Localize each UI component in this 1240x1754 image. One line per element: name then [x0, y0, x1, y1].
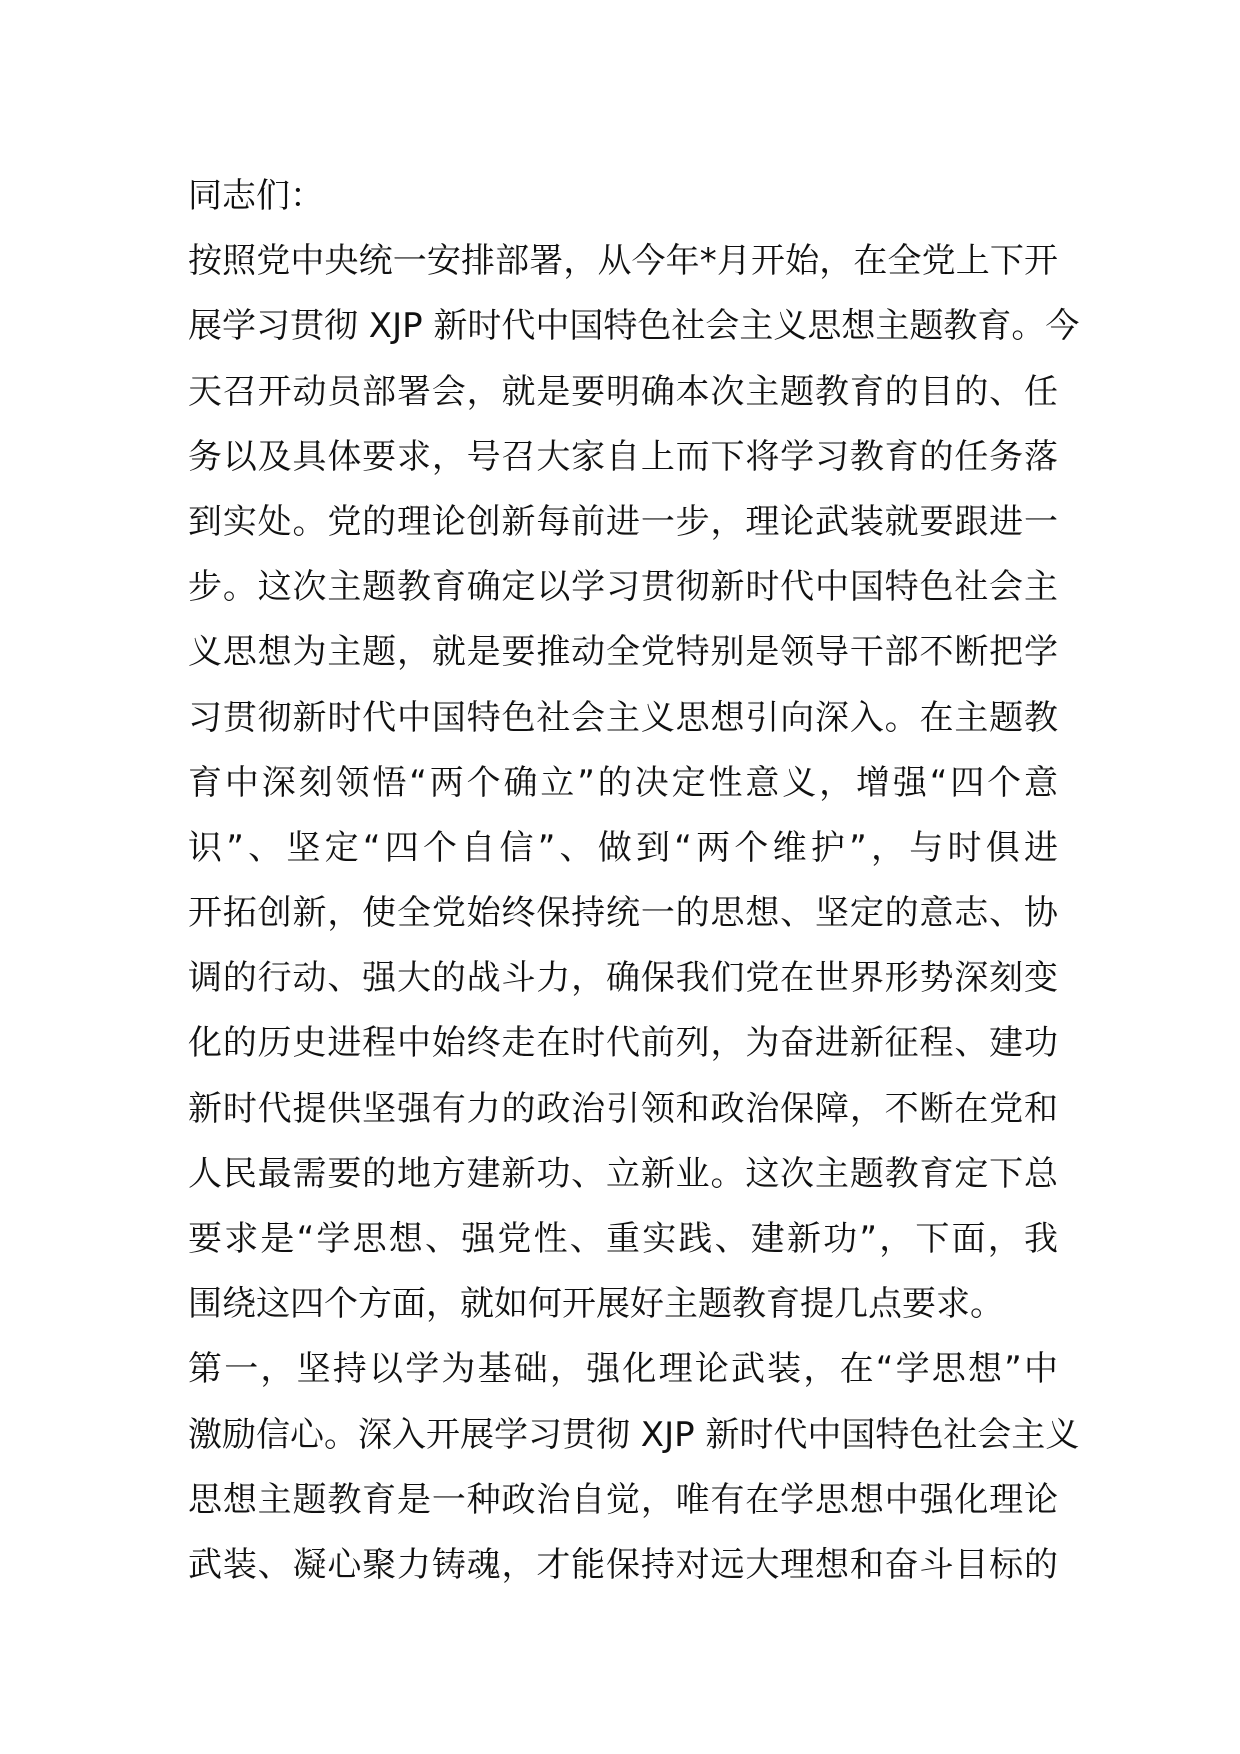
- salutation-line: 同志们：: [188, 176, 324, 216]
- text-line: 务以及具体要求，号召大家自上而下将学习教育的任务落: [188, 436, 1058, 477]
- text-line: 识”、坚定“四个自信”、做到“两个维护”，与时俱进: [188, 827, 1058, 868]
- text-line: 化的历史进程中始终走在时代前列，为奋进新征程、建功: [188, 1023, 1058, 1064]
- text-line: 义思想为主题，就是要推动全党特别是领导干部不断把学: [188, 632, 1058, 673]
- text-line: 习贯彻新时代中国特色社会主义思想引向深入。在主题教: [188, 697, 1058, 738]
- text-line: 激励信心。深入开展学习贯彻 XJP 新时代中国特色社会主义: [188, 1414, 1080, 1455]
- text-line: 围绕这四个方面，就如何开展好主题教育提几点要求。: [188, 1284, 1004, 1325]
- text-line: 要求是“学思想、强党性、重实践、建新功”，下面，我: [188, 1219, 1058, 1259]
- text-line: 第一，坚持以学为基础，强化理论武装，在“学思想”中: [188, 1349, 1058, 1390]
- text-line: 武装、凝心聚力铸魂，才能保持对远大理想和奋斗目标的: [188, 1544, 1058, 1585]
- text-line: 育中深刻领悟“两个确立”的决定性意义，增强“四个意: [188, 762, 1058, 803]
- text-line: 人民最需要的地方建新功、立新业。这次主题教育定下总: [188, 1153, 1058, 1194]
- text-line: 展学习贯彻 XJP 新时代中国特色社会主义思想主题教育。今: [188, 306, 1080, 347]
- document-body: [188, 164, 1080, 1598]
- text-line: 开拓创新，使全党始终保持统一的思想、坚定的意志、协: [188, 893, 1058, 934]
- text-line: 思想主题教育是一种政治自觉，唯有在学思想中强化理论: [188, 1479, 1058, 1520]
- text-line: 调的行动、强大的战斗力，确保我们党在世界形势深刻变: [188, 958, 1058, 999]
- text-line: 步。这次主题教育确定以学习贯彻新时代中国特色社会主: [188, 567, 1058, 608]
- text-line: 按照党中央统一安排部署，从今年*月开始，在全党上下开: [188, 241, 1058, 282]
- text-line: 新时代提供坚强有力的政治引领和政治保障，不断在党和: [188, 1088, 1058, 1129]
- text-line: 到实处。党的理论创新每前进一步，理论武装就要跟进一: [188, 501, 1058, 542]
- text-line: 天召开动员部署会，就是要明确本次主题教育的目的、任: [188, 371, 1058, 412]
